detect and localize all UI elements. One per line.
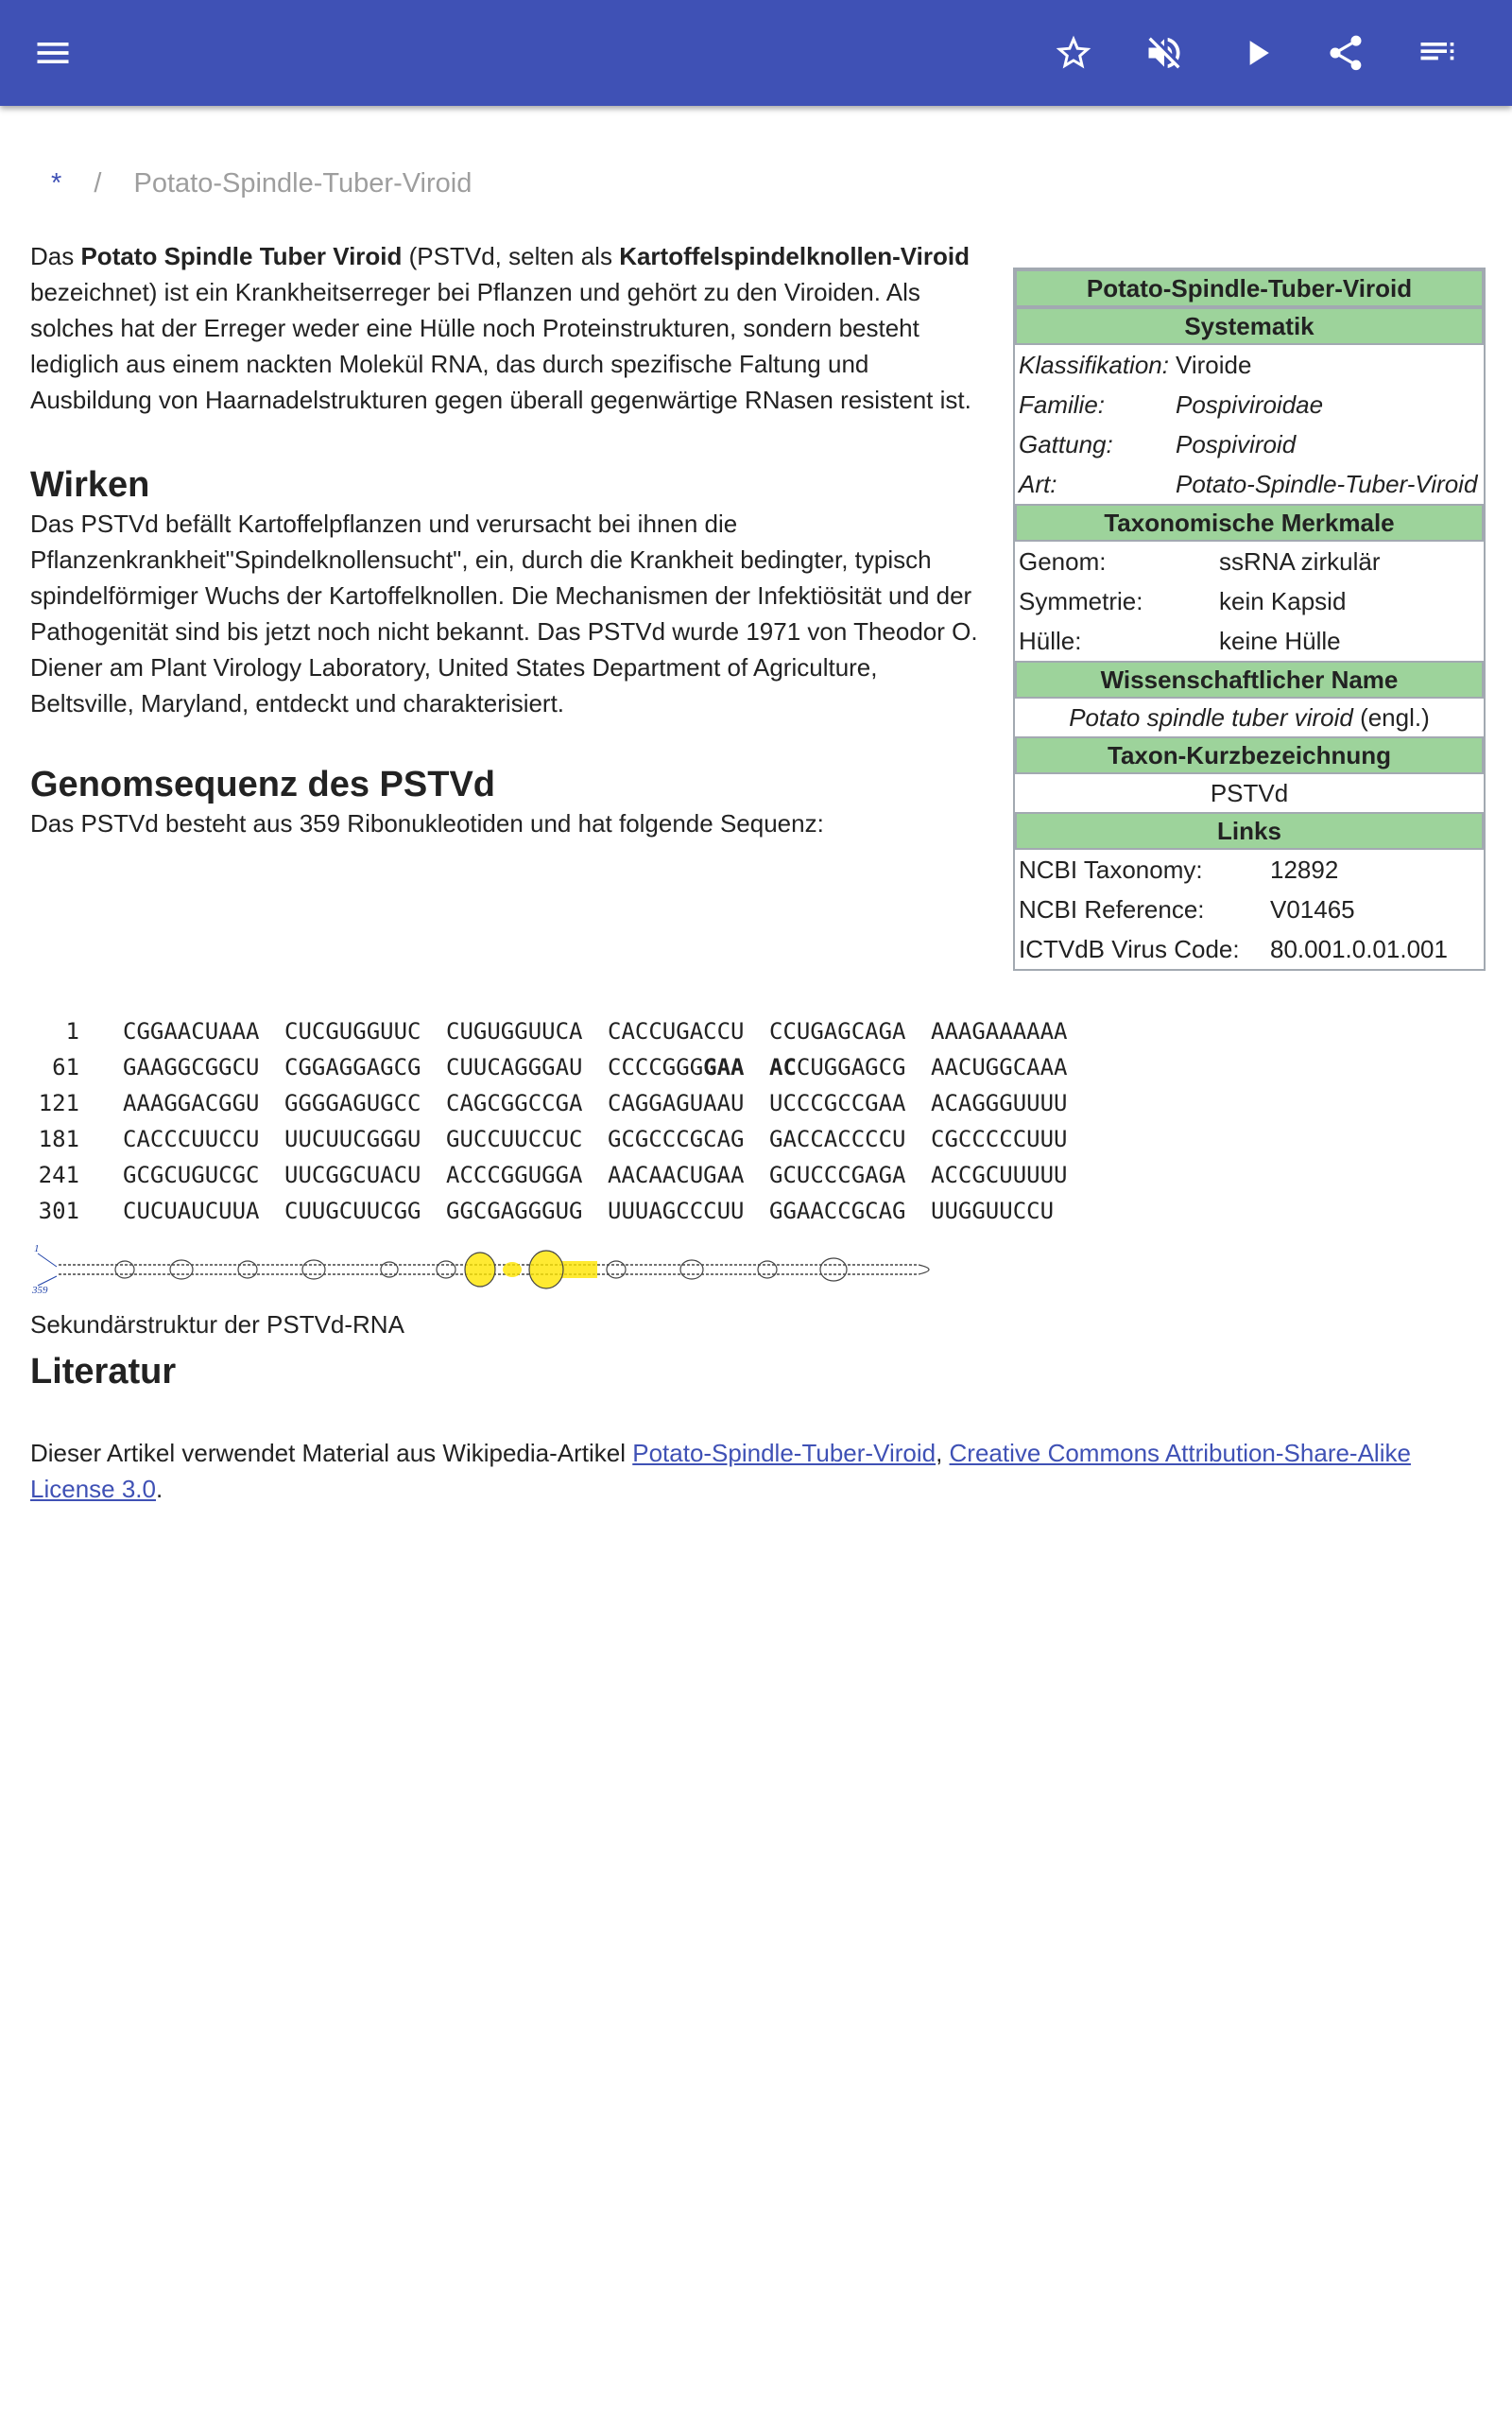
sequence-group: AACUGGCAAA xyxy=(931,1054,1068,1080)
intro-text-2: (PSTVd, selten als xyxy=(402,242,620,270)
playlist-icon[interactable] xyxy=(1410,26,1463,79)
taxobox-value: keine Hülle xyxy=(1219,627,1341,655)
sequence-group: UUCUUCGGGU xyxy=(284,1126,421,1152)
secondary-structure-image[interactable] xyxy=(30,1238,937,1299)
intro-bold-1: Potato Spindle Tuber Viroid xyxy=(80,242,403,270)
taxobox-row-art xyxy=(1015,464,1484,504)
wirken-paragraph: Das PSTVd befällt Kartoffelpflanzen und verursacht bei ihnen die Pflanzenkrankheit"Spindelknollensucht", ein, durch die Krankheit bedingter, typisch spindelförmiger Wuchs der Kartoffelknollen. Die Mechanismen der Infektiösität und der Pathogenität sind bis jetzt noch nicht bekannt. Das PSTVd wurde 1971 von Theodor O. Diener am Plant Virology Laboratory, United States Department of Agriculture, Beltsville, Maryland, entdeckt und charakterisiert. xyxy=(30,510,978,717)
article-content xyxy=(30,238,985,841)
sequence-group: UUUAGCCCUU xyxy=(608,1198,745,1224)
sequence-group: CGCCCCCUUU xyxy=(931,1126,1068,1152)
star-outline-icon[interactable] xyxy=(1047,26,1100,79)
sequence-group: CUUCAGGGAU xyxy=(446,1054,583,1080)
sequence-group: GCUCCCGAGA xyxy=(769,1162,906,1188)
sequence-group: GCGCCCGCAG xyxy=(608,1126,745,1152)
taxobox-value: Pospiviroid xyxy=(1176,430,1297,458)
taxobox-label: NCBI Reference: xyxy=(1019,895,1205,924)
wikipedia-article-link[interactable]: Potato-Spindle-Tuber-Viroid xyxy=(632,1439,936,1467)
literatur-text: Dieser Artikel verwendet Material aus Wikipedia-Artikel xyxy=(30,1439,633,1467)
app-toolbar xyxy=(0,0,1512,106)
taxobox-label: Klassifikation: xyxy=(1019,351,1169,379)
heading-wirken: Wirken xyxy=(30,465,150,505)
taxobox-label: Gattung: xyxy=(1019,430,1113,458)
heading-literatur: Literatur xyxy=(30,1352,177,1392)
sequence-position: 181 xyxy=(38,1126,79,1152)
breadcrumb-current: Potato-Spindle-Tuber-Viroid xyxy=(133,168,472,199)
sequence-bold-fragment: AC xyxy=(769,1054,797,1080)
sequence-group: GGAACCGCAG xyxy=(769,1198,906,1224)
sequence-group: UUCGGCUACU xyxy=(284,1162,421,1188)
literatur-comma: , xyxy=(936,1439,950,1467)
taxobox-value[interactable]: 80.001.0.01.001 xyxy=(1270,935,1448,963)
sequence-position: 301 xyxy=(38,1198,79,1224)
taxobox-value[interactable]: V01465 xyxy=(1270,895,1355,924)
sequence-line xyxy=(30,1193,1092,1229)
structure-end-label: 359 xyxy=(32,1285,48,1296)
structure-start-label: 1 xyxy=(34,1243,40,1254)
rna-sequence xyxy=(30,1013,1092,1229)
volume-off-icon[interactable] xyxy=(1138,26,1191,79)
intro-paragraph xyxy=(30,238,985,418)
intro-bold-2: Kartoffelspindelknollen-Viroid xyxy=(619,242,970,270)
taxobox-value: kein Kapsid xyxy=(1219,587,1347,615)
sequence-fragment: CCCCGGG xyxy=(608,1054,704,1080)
taxobox-label: Familie: xyxy=(1019,390,1106,419)
sequence-group: CUCGUGGUUC xyxy=(284,1018,421,1045)
sequence-group: ACAGGGUUUU xyxy=(931,1090,1068,1116)
taxobox-links-header: Links xyxy=(1015,812,1484,850)
sequence-group: ACCGCUUUUU xyxy=(931,1162,1068,1188)
sequence-group: CGGAACUAAA xyxy=(123,1018,260,1045)
sequence-group: UCCCGCCGAA xyxy=(769,1090,906,1116)
taxobox-label: Art: xyxy=(1019,470,1057,498)
sequence-position: 121 xyxy=(38,1090,79,1116)
taxobox-value: ssRNA zirkulär xyxy=(1219,547,1381,576)
sequence-group-highlighted xyxy=(769,1049,915,1085)
taxobox-row-klassifikation xyxy=(1015,345,1484,385)
taxobox-value: Potato-Spindle-Tuber-Viroid xyxy=(1176,470,1478,498)
sequence-position: 1 xyxy=(65,1018,79,1045)
taxobox-label: Genom: xyxy=(1019,547,1107,576)
sequence-group: AACAACUGAA xyxy=(608,1162,745,1188)
taxobox-kurz-header: Taxon-Kurzbezeichnung xyxy=(1015,736,1484,774)
taxobox-wiss-name-header: Wissenschaftlicher Name xyxy=(1015,661,1484,699)
sequence-position: 61 xyxy=(52,1054,79,1080)
structure-caption: Sekundärstruktur der PSTVd-RNA xyxy=(30,1310,404,1339)
taxobox-value[interactable]: 12892 xyxy=(1270,856,1339,884)
sequence-group: AAAGGACGGU xyxy=(123,1090,260,1116)
breadcrumb-separator: / xyxy=(94,168,102,199)
taxobox-wiss-name-value xyxy=(1015,699,1484,736)
sequence-line xyxy=(30,1013,1092,1049)
taxobox-kurz-value: PSTVd xyxy=(1210,779,1289,807)
taxobox-scientific-suffix: (engl.) xyxy=(1352,703,1430,732)
taxobox-row-genom xyxy=(1015,542,1484,581)
sequence-group: CACCUGACCU xyxy=(608,1018,745,1045)
sequence-group: GGCGAGGGUG xyxy=(446,1198,583,1224)
taxobox-label: Hülle: xyxy=(1019,627,1082,655)
sequence-group: CACCCUUCCU xyxy=(123,1126,260,1152)
play-icon[interactable] xyxy=(1230,26,1283,79)
sequence-line xyxy=(30,1121,1092,1157)
intro-text-3: bezeichnet) ist ein Krankheitserreger bei Pflanzen und gehört zu den Viroiden. Als solches hat der Erreger weder eine Hülle noch Proteinstrukturen, sondern besteht lediglich aus einem nackten Molekül RNA, das durch spezifische Faltung und Ausbildung von Haarnadelstrukturen gegen überall gegenwärtige RNasen resistent ist. xyxy=(30,278,971,414)
taxobox xyxy=(1013,268,1486,971)
license-link[interactable]: Creative Commons Attribution-Share-Alike License 3.0 xyxy=(30,1439,1411,1503)
breadcrumb xyxy=(51,168,472,199)
taxobox-value: Viroide xyxy=(1176,351,1252,379)
sequence-group: CGGAGGAGCG xyxy=(284,1054,421,1080)
sequence-group-highlighted xyxy=(608,1049,753,1085)
sequence-group: CAGCGGCCGA xyxy=(446,1090,583,1116)
taxobox-title: Potato-Spindle-Tuber-Viroid xyxy=(1015,269,1484,307)
sequence-group: ACCCGGUGGA xyxy=(446,1162,583,1188)
genom-paragraph: Das PSTVd besteht aus 359 Ribonukleotiden und hat folgende Sequenz: xyxy=(30,809,824,838)
taxobox-label: ICTVdB Virus Code: xyxy=(1019,935,1240,963)
taxobox-row-familie xyxy=(1015,385,1484,424)
sequence-group: CCUGAGCAGA xyxy=(769,1018,906,1045)
literatur-end: . xyxy=(155,1475,163,1503)
breadcrumb-home-link[interactable]: * xyxy=(51,168,62,199)
sequence-group: AAAGAAAAAA xyxy=(931,1018,1068,1045)
share-icon[interactable] xyxy=(1319,26,1372,79)
taxobox-row-ictvdb xyxy=(1015,929,1484,969)
taxobox-row-symmetrie xyxy=(1015,581,1484,621)
taxobox-label: NCBI Taxonomy: xyxy=(1019,856,1203,884)
sequence-line xyxy=(30,1157,1092,1193)
sequence-fragment: CUGGAGCG xyxy=(796,1054,906,1080)
sequence-line xyxy=(30,1085,1092,1121)
taxobox-row-ncbi-taxonomy xyxy=(1015,850,1484,890)
heading-genomsequenz: Genomsequenz des PSTVd xyxy=(30,765,495,804)
taxobox-value: Pospiviroidae xyxy=(1176,390,1324,419)
taxobox-row-ncbi-reference xyxy=(1015,890,1484,929)
literatur-paragraph xyxy=(30,1435,1486,1507)
sequence-group: GACCACCCCU xyxy=(769,1126,906,1152)
menu-icon[interactable] xyxy=(26,26,79,79)
sequence-line xyxy=(30,1049,1092,1085)
sequence-bold-fragment: GAA xyxy=(703,1054,745,1080)
taxobox-row-gattung xyxy=(1015,424,1484,464)
sequence-group: UUGGUUCCU xyxy=(931,1198,1055,1224)
taxobox-row-huelle xyxy=(1015,621,1484,661)
sequence-group: GGGGAGUGCC xyxy=(284,1090,421,1116)
sequence-group: GCGCUGUCGC xyxy=(123,1162,260,1188)
sequence-position: 241 xyxy=(38,1162,79,1188)
sequence-group: CUUGCUUCGG xyxy=(284,1198,421,1224)
taxobox-merkmale-header: Taxonomische Merkmale xyxy=(1015,504,1484,542)
taxobox-scientific-name: Potato spindle tuber viroid xyxy=(1069,703,1353,732)
sequence-group: CUCUAUCUUA xyxy=(123,1198,260,1224)
intro-text-1: Das xyxy=(30,242,81,270)
sequence-group: CAGGAGUAAU xyxy=(608,1090,745,1116)
sequence-group: CUGUGGUUCA xyxy=(446,1018,583,1045)
taxobox-label: Symmetrie: xyxy=(1019,587,1143,615)
sequence-group: GAAGGCGGCU xyxy=(123,1054,260,1080)
sequence-group: GUCCUUCCUC xyxy=(446,1126,583,1152)
taxobox-systematik-header: Systematik xyxy=(1015,307,1484,345)
